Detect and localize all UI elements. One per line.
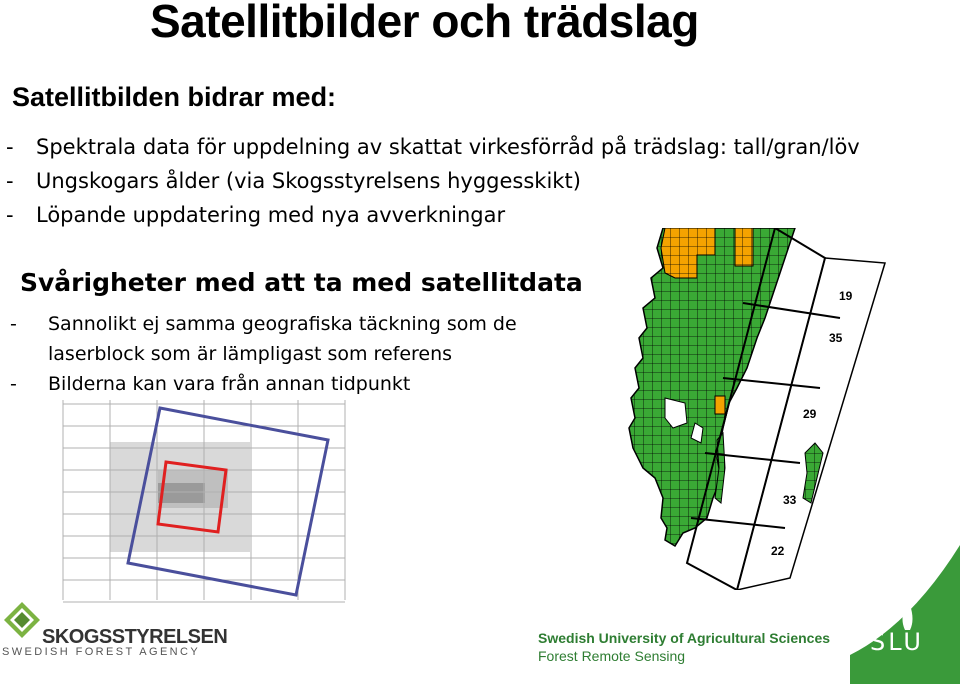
bullet-dash: - (6, 203, 14, 227)
bullet-text: Sannolikt ej samma geografiska täckning som de (48, 313, 517, 335)
slide-title: Satellitbilder och trädslag (150, 0, 699, 47)
land-region (629, 228, 795, 546)
bullet-item (6, 164, 860, 198)
bullet-continuation: laserblock som är lämpligast som referens (48, 343, 453, 365)
strip-label: 19 (839, 289, 853, 303)
bullet-dash: - (10, 313, 17, 335)
grid-footprint-diagram (60, 400, 360, 605)
slu-logo-background (850, 545, 960, 684)
section-heading: Svårigheter med att ta med satellitdata (20, 268, 583, 297)
bullet-dash: - (10, 373, 17, 395)
bullet-dash: - (6, 135, 14, 159)
sweden-map (625, 228, 925, 590)
bullet-dash: - (6, 169, 14, 193)
bullet-text: Bilderna kan vara från annan tidpunkt (48, 373, 411, 395)
bullet-text: Ungskogars ålder (via Skogsstyrelsens hyggesskikt) (36, 169, 581, 193)
skogsstyrelsen-name: SKOGSSTYRELSEN (42, 626, 228, 648)
bullet-list (6, 130, 860, 232)
orange-cell (715, 396, 725, 414)
strip-label: 29 (803, 407, 817, 421)
bullet-item (6, 130, 860, 164)
strip-label: 35 (829, 331, 843, 345)
slu-logo-text: SLU (870, 628, 924, 656)
skogsstyrelsen-sub: SWEDISH FOREST AGENCY (2, 646, 201, 658)
bullet-item (6, 198, 860, 232)
slu-department: Forest Remote Sensing (538, 648, 686, 664)
subtitle: Satellitbilden bidrar med: (12, 82, 337, 112)
strip-label: 22 (771, 544, 785, 558)
difficulties-list (10, 309, 517, 399)
island-gotland (803, 443, 823, 503)
orange-cell (735, 228, 753, 266)
bullet-item (10, 309, 517, 339)
dark-gray-cell (158, 483, 205, 503)
strip-label: 33 (783, 493, 797, 507)
skogsstyrelsen-logo-icon (2, 600, 42, 640)
bullet-text: Spektrala data för uppdelning av skattat virkesförråd på trädslag: tall/gran/löv (36, 135, 860, 159)
bullet-item (10, 369, 517, 399)
strip-divider (691, 518, 785, 528)
slu-name: Swedish University of Agricultural Sciences (538, 630, 831, 646)
bullet-text: Löpande uppdatering med nya avverkningar (36, 203, 506, 227)
grid-lines (63, 400, 345, 602)
slu-tree-icon (903, 605, 913, 630)
